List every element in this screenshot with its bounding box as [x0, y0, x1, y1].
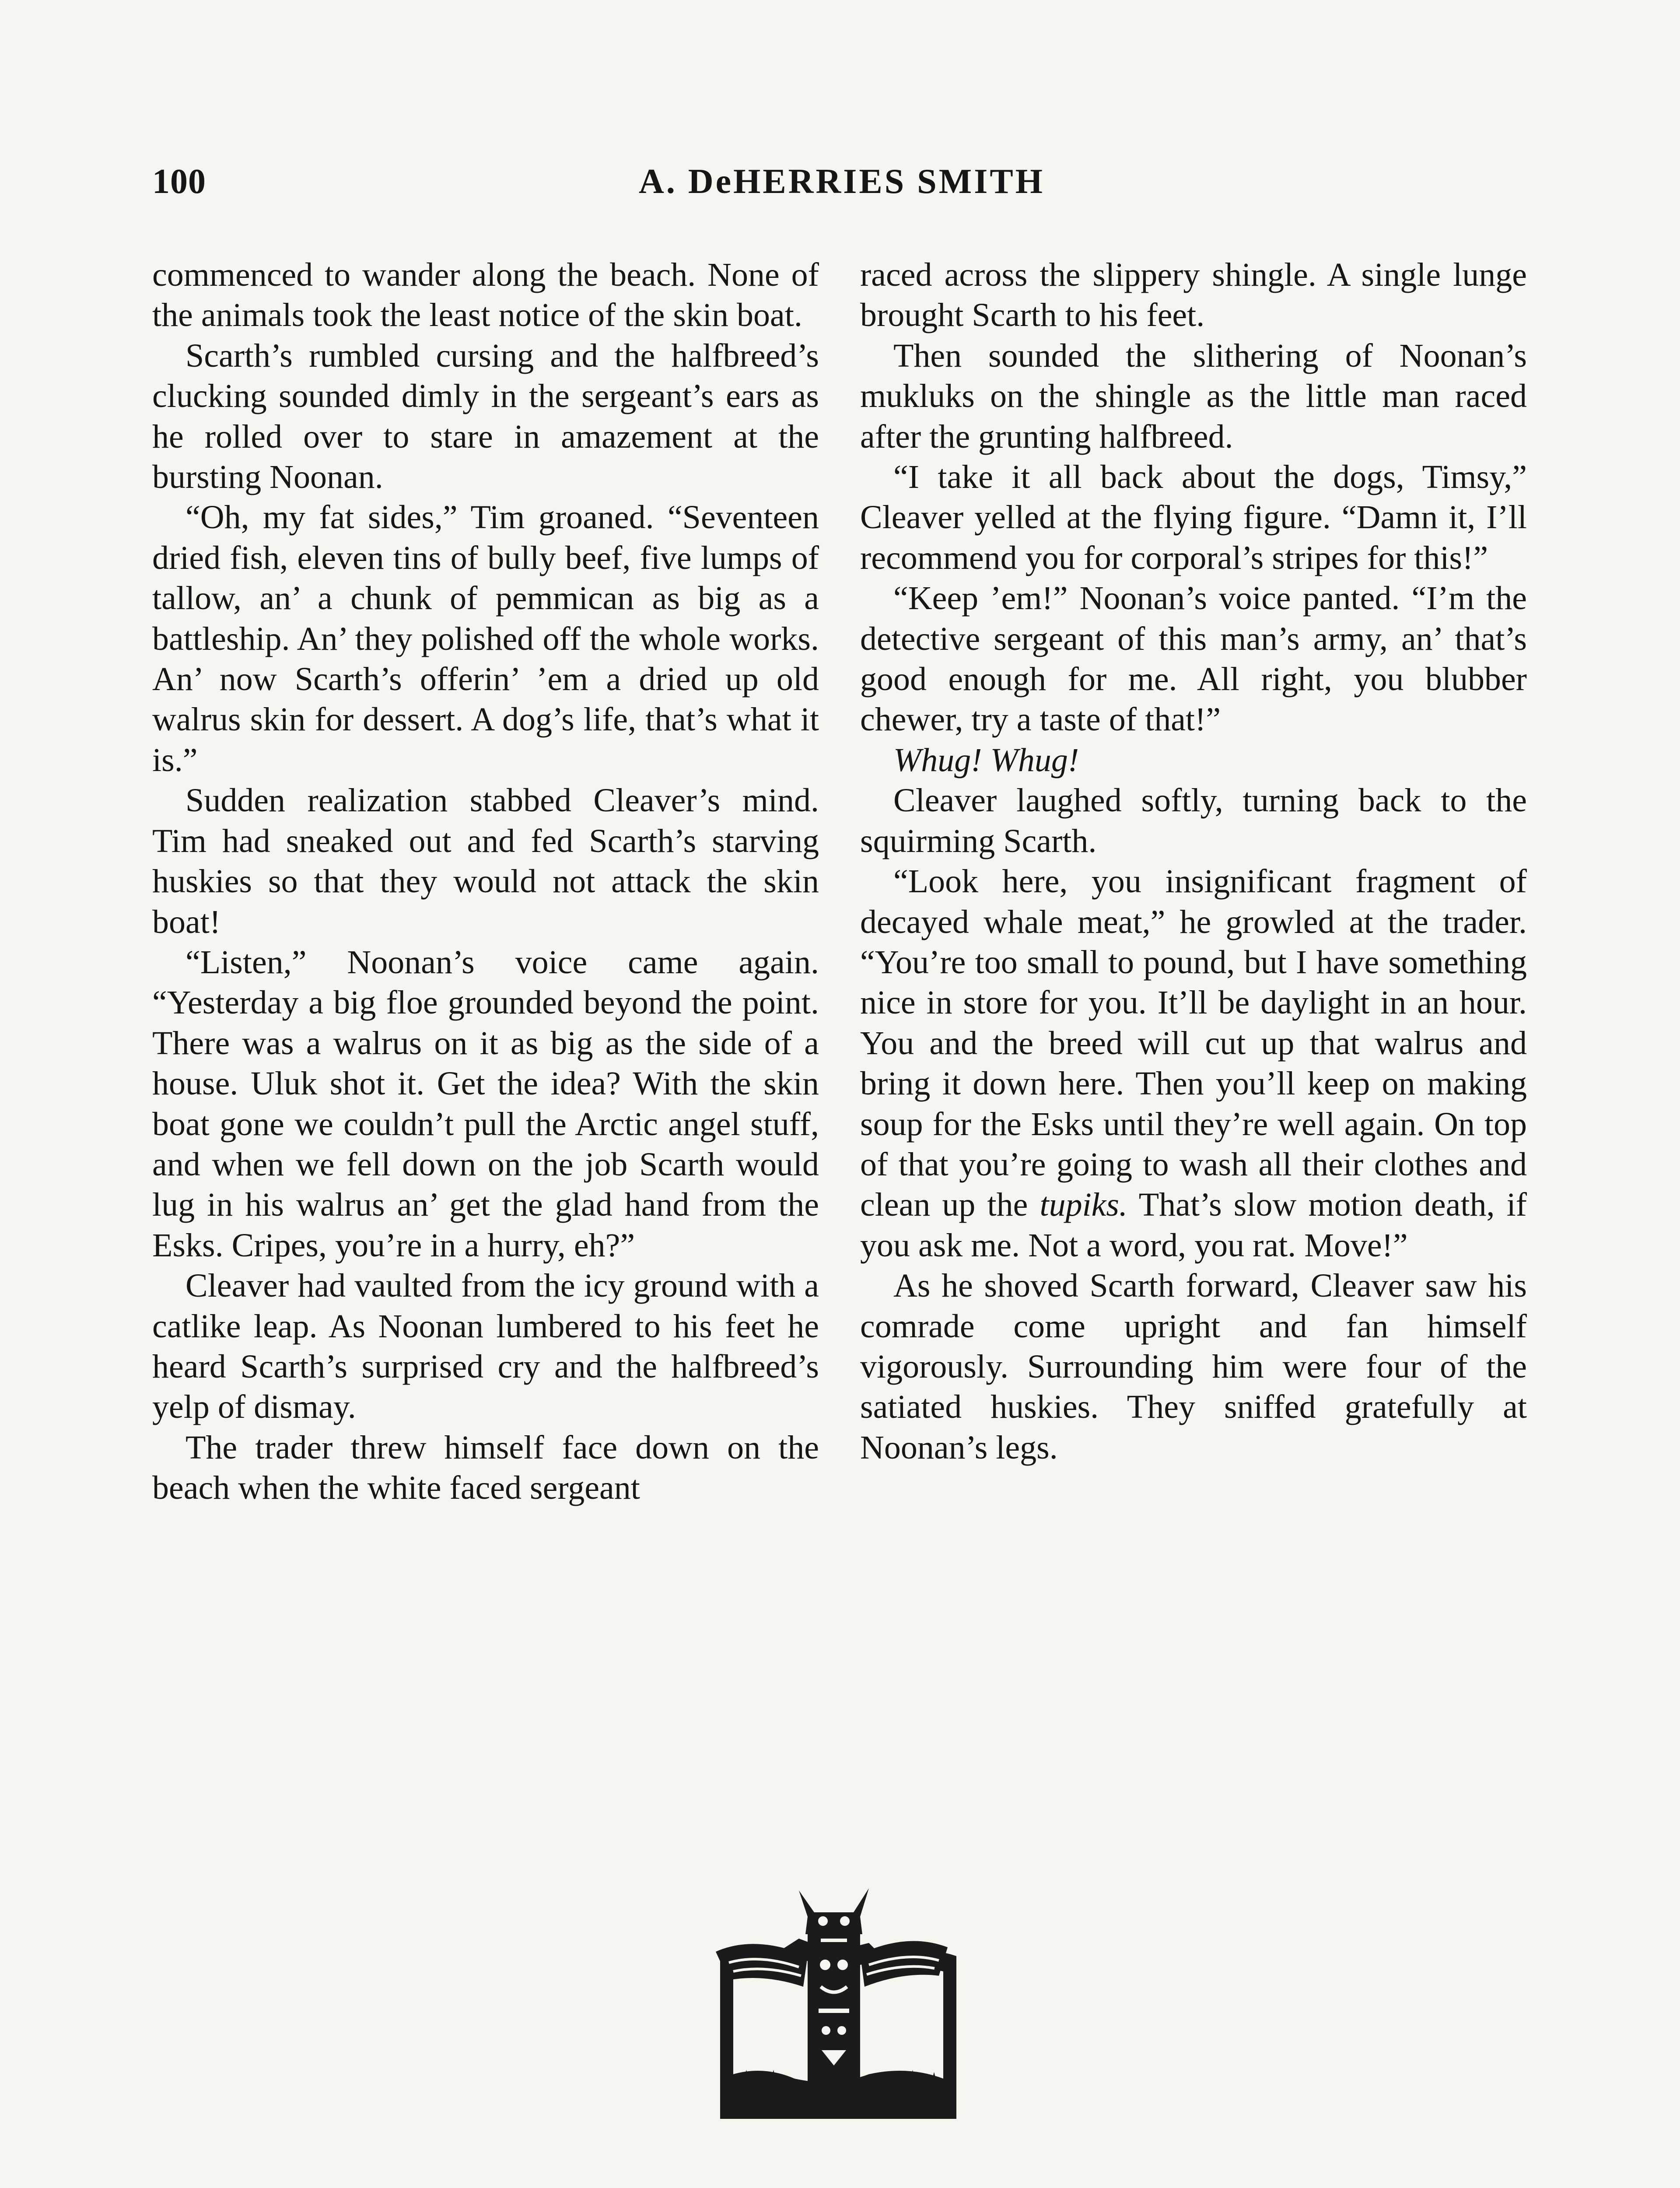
- text-column-left: [152, 255, 819, 1508]
- paragraph: Cleaver had vaulted from the icy ground with a catlike leap. As Noonan lumbered to his feet he heard Scarth’s surprised cry and the halfbreed’s yelp of dismay.: [152, 1267, 819, 1426]
- paragraph-text: That’s slow motion death, if you ask me. Not a word, you rat. Move!”: [860, 1186, 1527, 1264]
- totem-pole-thunderbird-icon: [703, 1882, 965, 2131]
- paragraph: “Listen,” Noonan’s voice came again. “Yesterday a big floe grounded beyond the point. There was a walrus on it as big as the side of a house. Uluk shot it. Get the idea? With the skin boat gone we couldn’t pull the Arctic angel stuff, and when we fell down on the job Scarth would lug in his walrus an’ get the glad hand from the Esks. Cripes, you’re in a hurry, eh?”: [152, 943, 819, 1264]
- text-column-right: [860, 255, 1527, 1468]
- page-number: 100: [152, 162, 206, 201]
- paragraph: Then sounded the slithering of Noonan’s mukluks on the shingle as the little man raced after the grunting halfbreed.: [860, 337, 1527, 455]
- running-head: A. DeHERRIES SMITH: [639, 162, 1045, 201]
- paragraph-text: “Look here, you insignificant fragment of decayed whale meat,” he growled at the trader. “You’re too small to pound, but I have something nice in store for you. It’ll be daylight in an hour. You and the breed will cut up that walrus and bring it down here. Then you’ll keep on making soup for the Esks until they’re well again. On top of that you’re going to wash all their clothes and clean up the: [860, 863, 1527, 1224]
- paragraph: The trader threw himself face down on the beach when the white faced sergeant: [152, 1429, 819, 1507]
- paragraph: [860, 861, 1527, 1266]
- paragraph: Scarth’s rumbled cursing and the halfbreed’s clucking sounded dimly in the sergeant’s ears as he rolled over to stare in amazement at the bursting Noonan.: [152, 337, 819, 496]
- paragraph: Sudden realization stabbed Cleaver’s mind. Tim had sneaked out and fed Scarth’s starving huskies so that they would not attack the skin boat!: [152, 782, 819, 940]
- paragraph-italic-exclamation: [860, 740, 1527, 780]
- page-header: [152, 162, 1531, 214]
- paragraph: commenced to wander along the beach. None of the animals took the least notice of the skin boat.: [152, 256, 819, 334]
- italic-word: tupiks.: [1040, 1186, 1127, 1224]
- paragraph: “Oh, my fat sides,” Tim groaned. “Seventeen dried fish, eleven tins of bully beef, five lumps of tallow, an’ a chunk of pemmican as big as a battleship. An’ they polished off the whole works. An’ now Scarth’s offerin’ ’em a dried up old walrus skin for dessert. A dog’s life, that’s what it is.”: [152, 499, 819, 778]
- paragraph: “I take it all back about the dogs, Timsy,” Cleaver yelled at the flying figure. “Damn it, I’ll recommend you for corporal’s stripes for this!”: [860, 459, 1527, 576]
- paragraph: Cleaver laughed softly, turning back to the squirming Scarth.: [860, 782, 1527, 859]
- paragraph: “Keep ’em!” Noonan’s voice panted. “I’m the detective sergeant of this man’s army, an’ that’s good enough for me. All right, you blubber chewer, try a taste of that!”: [860, 580, 1527, 738]
- paragraph: raced across the slippery shingle. A single lunge brought Scarth to his feet.: [860, 256, 1527, 334]
- paragraph: As he shoved Scarth forward, Cleaver saw his comrade come upright and fan himself vigorously. Surrounding him were four of the satiated huskies. They sniffed gratefully at Noonan’s legs.: [860, 1267, 1527, 1466]
- italic-text: Whug! Whug!: [893, 741, 1079, 778]
